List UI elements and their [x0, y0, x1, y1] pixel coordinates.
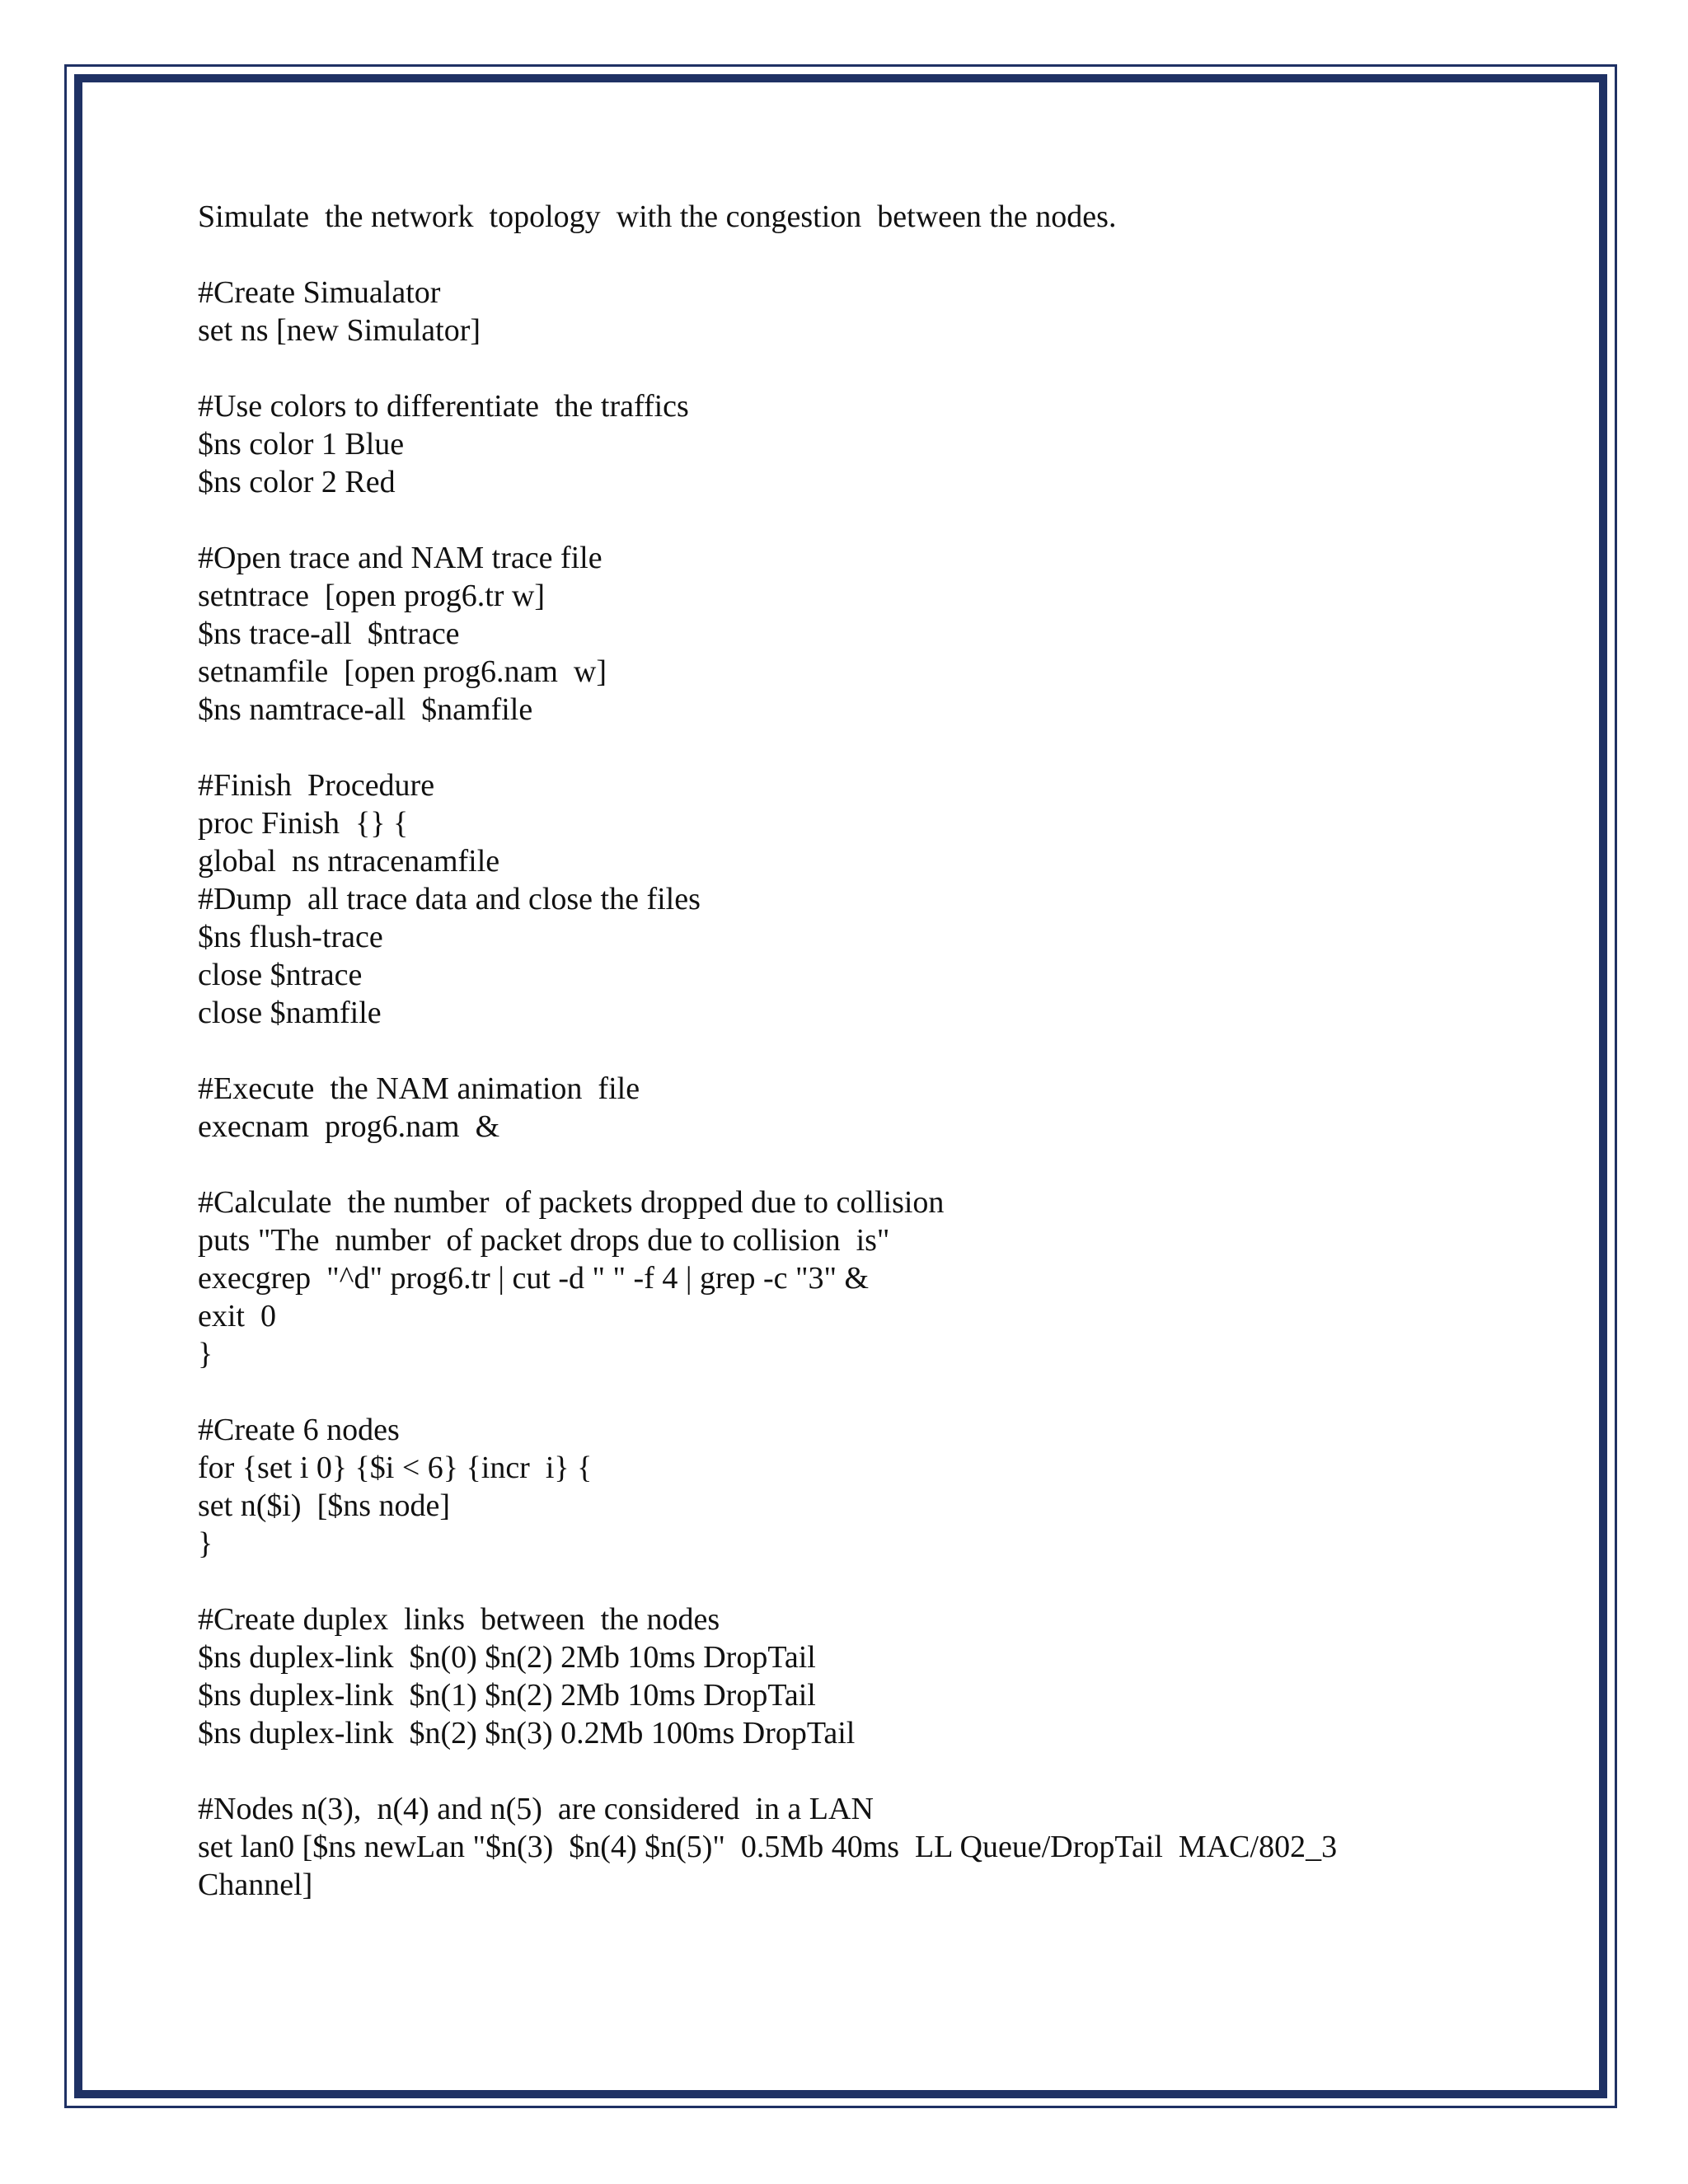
code-line: close $namfile [198, 996, 382, 1030]
code-line: proc Finish {} { [198, 806, 409, 841]
code-line: #Calculate the number of packets dropped due to collision [198, 1185, 945, 1220]
code-line: $ns duplex-link $n(1) $n(2) 2Mb 10ms DropTail [198, 1678, 816, 1713]
code-line: #Execute the NAM animation file [198, 1071, 640, 1106]
code-line: puts "The number of packet drops due to collision is" [198, 1223, 890, 1258]
code-line: setntrace [open prog6.tr w] [198, 579, 546, 613]
code-line: close $ntrace [198, 958, 363, 992]
blank-line [198, 1032, 1484, 1070]
code-line: execnam prog6.nam & [198, 1109, 500, 1144]
code-line: } [198, 1526, 213, 1561]
code-line: $ns flush-trace [198, 920, 383, 954]
code-line: $ns duplex-link $n(2) $n(3) 0.2Mb 100ms DropTail [198, 1716, 856, 1750]
code-line: $ns trace-all $ntrace [198, 616, 460, 651]
code-line: #Dump all trace data and close the files [198, 882, 701, 916]
code-line: Channel] [198, 1868, 313, 1902]
code-line: #Use colors to differentiate the traffics [198, 389, 689, 424]
code-line: #Create 6 nodes [198, 1413, 400, 1447]
code-line: exit 0 [198, 1299, 276, 1333]
code-line: setnamfile [open prog6.nam w] [198, 654, 607, 689]
blank-line [198, 1752, 1484, 1790]
code-line: #Nodes n(3), n(4) and n(5) are considered in a LAN [198, 1792, 874, 1826]
code-line: $ns namtrace-all $namfile [198, 692, 533, 727]
code-line: set ns [new Simulator] [198, 313, 481, 348]
blank-line [198, 349, 1484, 387]
code-line: set n($i) [$ns node] [198, 1488, 451, 1523]
heading-line: Simulate the network topology with the congestion between the nodes. [198, 199, 1117, 234]
code-line: $ns color 2 Red [198, 465, 396, 499]
code-line: #Create Simualator [198, 275, 441, 310]
code-line: } [198, 1337, 213, 1371]
document-body [198, 198, 1484, 1904]
code-line: set lan0 [$ns newLan "$n(3) $n(4) $n(5)" 0.5Mb 40ms LL Queue/DropTail MAC/802_3 [198, 1830, 1338, 1864]
code-line: execgrep "^d" prog6.tr | cut -d " " -f 4 | grep -c "3" & [198, 1261, 870, 1296]
blank-line [198, 729, 1484, 766]
code-line: global ns ntracenamfile [198, 844, 500, 879]
blank-line [198, 1373, 1484, 1411]
code-line: #Finish Procedure [198, 768, 435, 803]
code-line: for {set i 0} {$i < 6} {incr i} { [198, 1451, 593, 1485]
blank-line [198, 501, 1484, 539]
code-line: $ns duplex-link $n(0) $n(2) 2Mb 10ms DropTail [198, 1640, 816, 1675]
blank-line [198, 1146, 1484, 1183]
code-line: #Open trace and NAM trace file [198, 541, 603, 575]
blank-line [198, 236, 1484, 274]
code-line: $ns color 1 Blue [198, 427, 405, 462]
blank-line [198, 1563, 1484, 1601]
code-line: #Create duplex links between the nodes [198, 1602, 720, 1637]
